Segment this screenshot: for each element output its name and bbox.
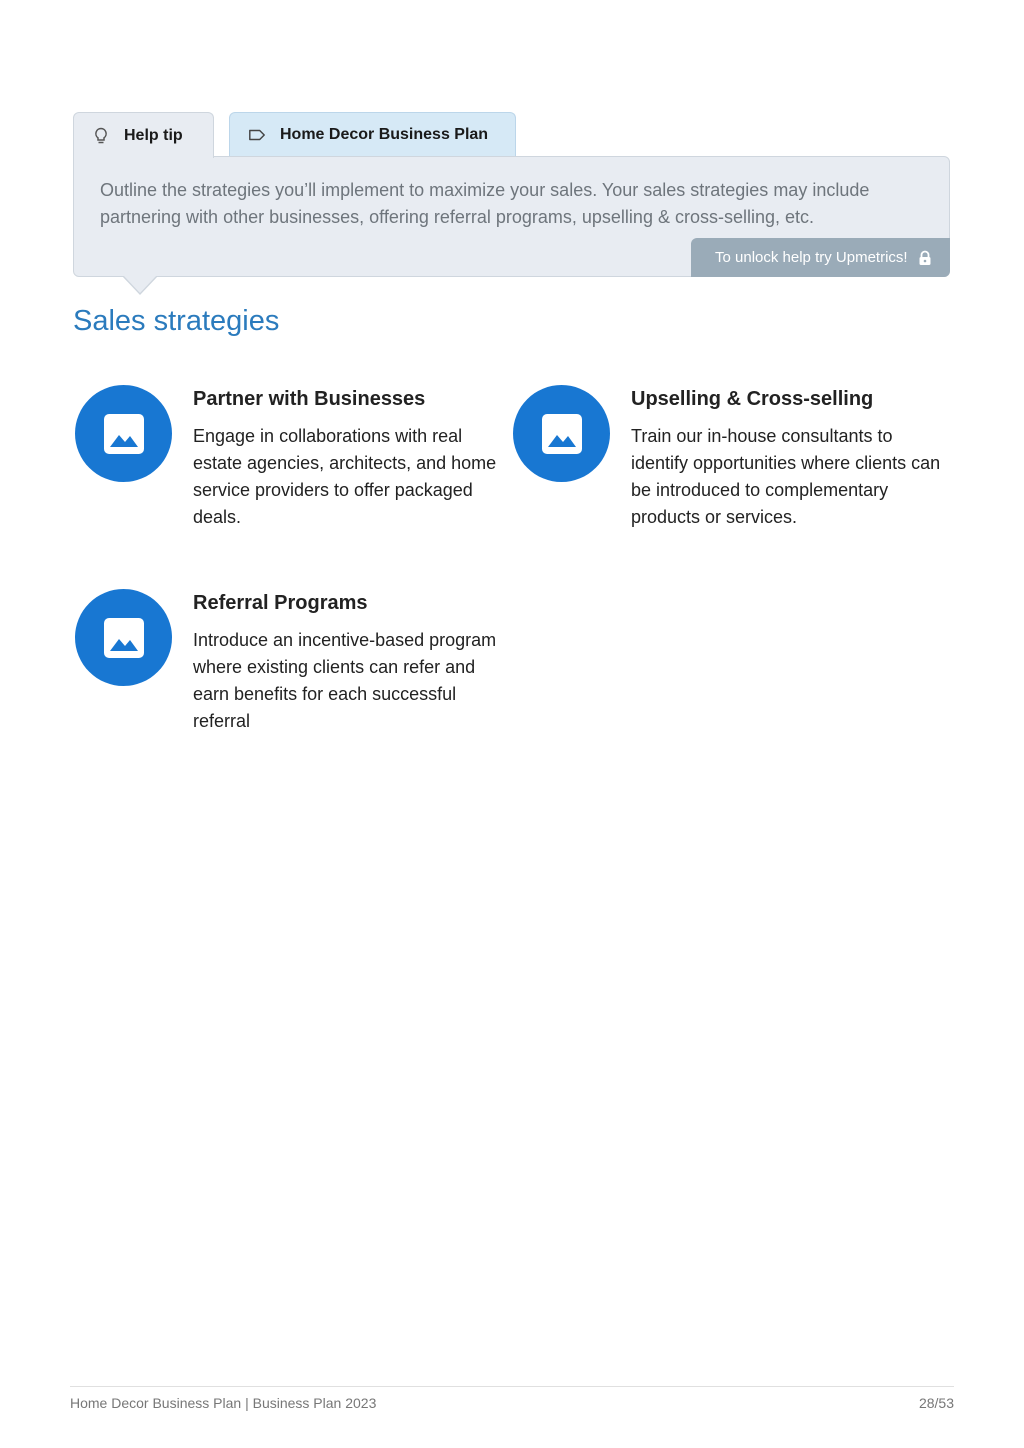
image-placeholder (75, 589, 172, 686)
tab-business-plan[interactable] (229, 112, 516, 156)
footer-divider (70, 1386, 954, 1387)
tab-help-tip-label: Help tip (124, 126, 183, 144)
tag-icon (248, 126, 266, 144)
unlock-help-button[interactable] (691, 238, 950, 277)
lock-icon (918, 250, 932, 266)
help-tip-text: Outline the strategies you’ll implement to maximize your sales. Your sales strategies may include partnering with other businesses, offering referral programs, upselling & cross-selling, etc. (100, 180, 870, 227)
strategy-title: Partner with Businesses (193, 388, 426, 410)
image-icon (104, 414, 144, 454)
strategy-description: Introduce an incentive-based program where existing clients can refer and earn benefits for each successful referral (193, 630, 497, 731)
image-placeholder (513, 385, 610, 482)
strategy-description: Train our in-house consultants to identify opportunities where clients can be introduced to complementary products or services. (631, 426, 941, 527)
tip-pointer-fill (123, 275, 157, 293)
section-title: Sales strategies (73, 305, 280, 337)
image-icon (542, 414, 582, 454)
unlock-help-label: To unlock help try Upmetrics! (715, 249, 908, 266)
help-tip-box (73, 156, 950, 277)
lightbulb-icon (92, 127, 110, 145)
image-icon (104, 618, 144, 658)
strategy-description: Engage in collaborations with real estate agencies, architects, and home service providers to offer packaged deals. (193, 426, 497, 527)
strategy-title: Upselling & Cross-selling (631, 388, 874, 410)
image-placeholder (75, 385, 172, 482)
strategy-title: Referral Programs (193, 592, 368, 614)
footer-document-title: Home Decor Business Plan | Business Plan 2023 (70, 1395, 377, 1411)
tab-business-plan-label: Home Decor Business Plan (280, 125, 489, 143)
tab-help-tip[interactable] (73, 112, 214, 158)
page-number: 28/53 (918, 1395, 954, 1411)
